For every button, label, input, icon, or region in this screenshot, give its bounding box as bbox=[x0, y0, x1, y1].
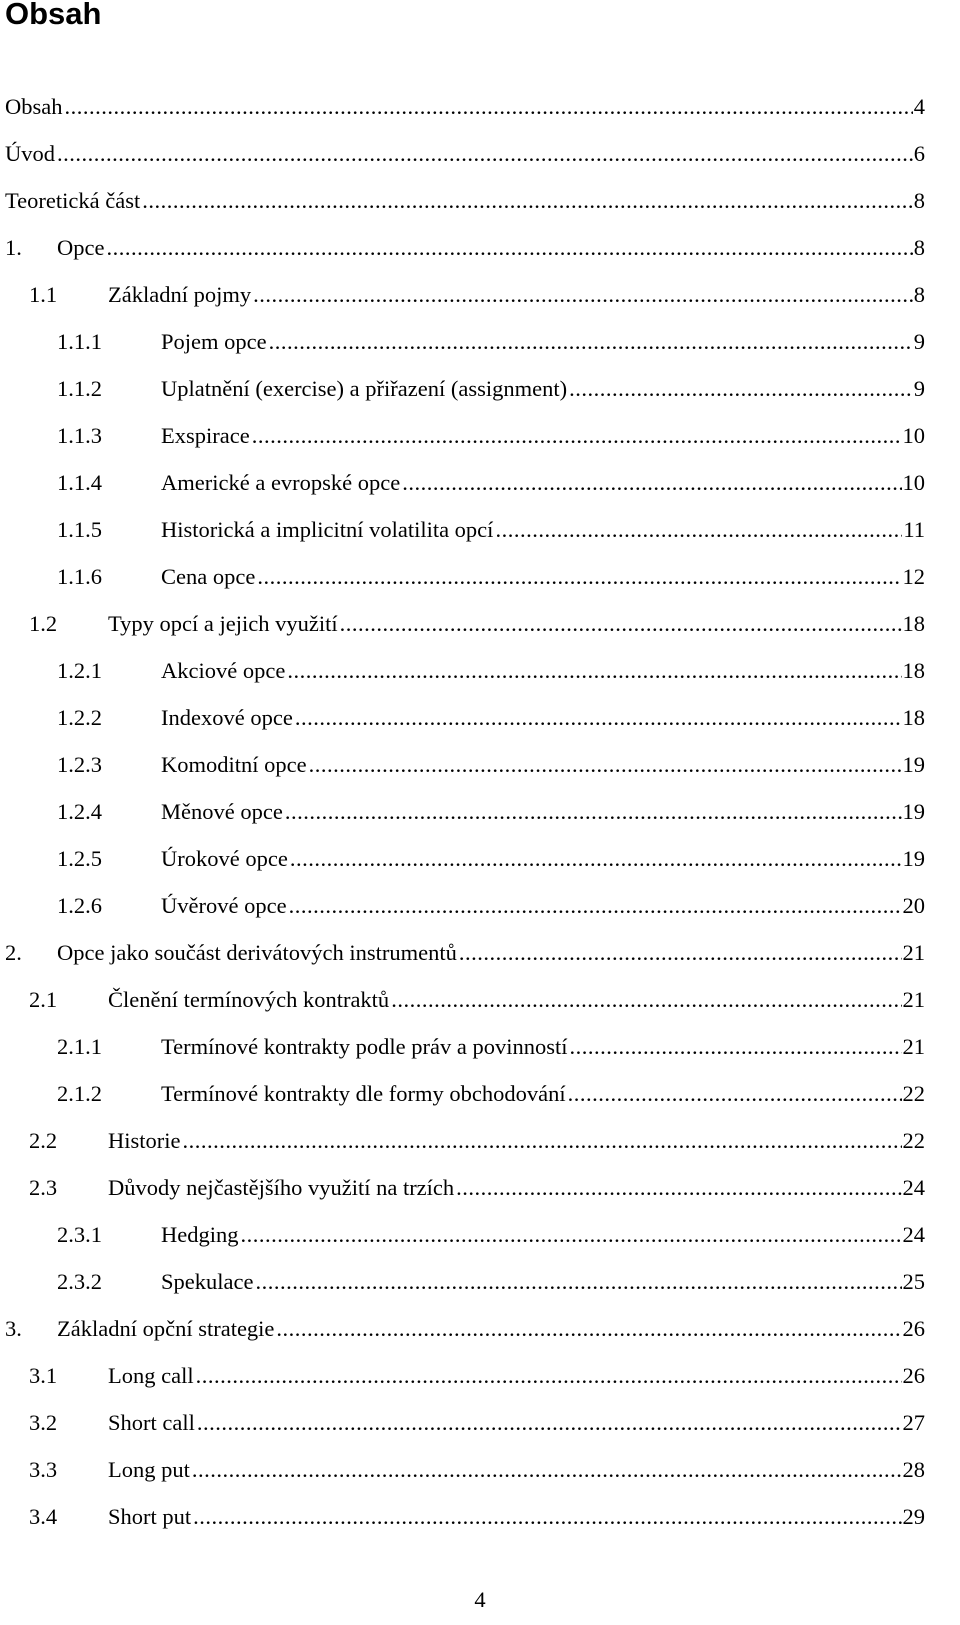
toc-entry[interactable] bbox=[0, 1399, 960, 1446]
toc-entry-page: 18 bbox=[902, 705, 925, 730]
toc-entry-page: 4 bbox=[913, 94, 925, 119]
toc-dot-leader bbox=[287, 647, 901, 694]
toc-entry-title: Opce jako součást derivátových instrumentů bbox=[57, 940, 457, 965]
toc-entry-title: Spekulace bbox=[161, 1269, 254, 1294]
toc-entry-number: 3.1 bbox=[29, 1363, 58, 1388]
toc-entry-title: Historie bbox=[108, 1128, 181, 1153]
toc-entry-number: 1.2.2 bbox=[57, 705, 102, 730]
toc-entry-page: 19 bbox=[902, 846, 925, 871]
toc-dot-leader bbox=[65, 83, 913, 130]
toc-dot-leader bbox=[106, 224, 912, 271]
toc-entry-page: 26 bbox=[902, 1363, 925, 1388]
toc-entry-page: 12 bbox=[902, 564, 925, 589]
toc-entry-line bbox=[161, 741, 925, 788]
toc-entry-title: Long call bbox=[108, 1363, 194, 1388]
toc-entry-title: Exspirace bbox=[161, 423, 250, 448]
toc-entry-number: 1.1.4 bbox=[57, 470, 102, 495]
toc-dot-leader bbox=[495, 506, 902, 553]
toc-entry-line bbox=[5, 130, 925, 177]
toc-entry-number: 2.3 bbox=[29, 1175, 58, 1200]
toc-entry[interactable] bbox=[0, 835, 960, 882]
toc-entry-title: Termínové kontrakty podle práv a povinností bbox=[161, 1034, 568, 1059]
toc-entry-number: 1.1.3 bbox=[57, 423, 102, 448]
toc-dot-leader bbox=[183, 1117, 902, 1164]
toc-entry-page: 21 bbox=[902, 940, 925, 965]
toc-entry-title: Typy opcí a jejich využití bbox=[108, 611, 338, 636]
toc-entry-number: 1.1 bbox=[29, 282, 58, 307]
toc-entry[interactable] bbox=[0, 694, 960, 741]
toc-entry[interactable] bbox=[0, 1493, 960, 1540]
toc-entry-title: Indexové opce bbox=[161, 705, 293, 730]
toc-entry-line bbox=[5, 83, 925, 130]
toc-dot-leader bbox=[269, 318, 913, 365]
toc-entry[interactable] bbox=[0, 1446, 960, 1493]
toc-dot-leader bbox=[456, 1164, 901, 1211]
toc-entry[interactable] bbox=[0, 506, 960, 553]
toc-entry-page: 28 bbox=[902, 1457, 925, 1482]
toc-entry-number: 1.2.4 bbox=[57, 799, 102, 824]
toc-entry-title: Akciové opce bbox=[161, 658, 286, 683]
toc-entry-title: Komoditní opce bbox=[161, 752, 307, 777]
toc-entry[interactable] bbox=[0, 130, 960, 177]
toc-entry-page: 25 bbox=[902, 1269, 925, 1294]
toc-entry-title: Měnové opce bbox=[161, 799, 283, 824]
toc-entry-title: Úvod bbox=[5, 141, 55, 166]
toc-entry-page: 21 bbox=[902, 987, 925, 1012]
toc-dot-leader bbox=[257, 553, 901, 600]
toc-dot-leader bbox=[569, 1023, 901, 1070]
toc-entry-title: Termínové kontrakty dle formy obchodování bbox=[161, 1081, 566, 1106]
toc-entry-page: 29 bbox=[902, 1504, 925, 1529]
toc-entry-page: 10 bbox=[902, 470, 925, 495]
toc-entry-line bbox=[161, 1211, 925, 1258]
toc-entry-line bbox=[161, 1258, 925, 1305]
toc-entry-line bbox=[161, 835, 925, 882]
toc-entry-line bbox=[57, 224, 925, 271]
toc-entry[interactable] bbox=[0, 459, 960, 506]
toc-entry[interactable] bbox=[0, 929, 960, 976]
toc-dot-leader bbox=[276, 1305, 901, 1352]
toc-entry[interactable] bbox=[0, 1164, 960, 1211]
toc-entry-title: Členění termínových kontraktů bbox=[108, 987, 390, 1012]
toc-entry-title: Americké a evropské opce bbox=[161, 470, 401, 495]
toc-entry[interactable] bbox=[0, 647, 960, 694]
toc-dot-leader bbox=[459, 929, 902, 976]
toc-entry-number: 2.3.1 bbox=[57, 1222, 102, 1247]
toc-entry-title: Hedging bbox=[161, 1222, 239, 1247]
toc-entry-line bbox=[108, 1352, 925, 1399]
toc-entry-number: 1.1.1 bbox=[57, 329, 102, 354]
toc-dot-leader bbox=[57, 130, 913, 177]
toc-dot-leader bbox=[193, 1493, 901, 1540]
toc-entry-line bbox=[161, 1070, 925, 1117]
toc-entry-number: 2.1 bbox=[29, 987, 58, 1012]
toc-entry-line bbox=[57, 929, 925, 976]
toc-entry[interactable] bbox=[0, 224, 960, 271]
toc-dot-leader bbox=[142, 177, 913, 224]
toc-entry-number: 2.2 bbox=[29, 1128, 58, 1153]
toc-entry-number: 1.2 bbox=[29, 611, 58, 636]
toc-entry-title: Uplatnění (exercise) a přiřazení (assignment) bbox=[161, 376, 568, 401]
toc-entry-page: 9 bbox=[913, 376, 925, 401]
toc-entry-line bbox=[108, 1164, 925, 1211]
toc-entry[interactable] bbox=[0, 177, 960, 224]
toc-entry[interactable] bbox=[0, 1352, 960, 1399]
toc-entry-title: Cena opce bbox=[161, 564, 256, 589]
toc-entry-number: 3.4 bbox=[29, 1504, 58, 1529]
toc-dot-leader bbox=[402, 459, 901, 506]
toc-entry[interactable] bbox=[0, 83, 960, 130]
toc-entry-number: 1.1.6 bbox=[57, 564, 102, 589]
toc-entry-number: 2.1.2 bbox=[57, 1081, 102, 1106]
toc-entry-page: 22 bbox=[902, 1128, 925, 1153]
toc-entry-number: 2. bbox=[5, 940, 22, 965]
toc-entry[interactable] bbox=[0, 271, 960, 318]
toc-entry-title: Long put bbox=[108, 1457, 190, 1482]
toc-entry-line bbox=[161, 412, 925, 459]
toc-entry-line bbox=[108, 1446, 925, 1493]
toc-entry-number: 3.2 bbox=[29, 1410, 58, 1435]
toc-entry-page: 24 bbox=[902, 1222, 925, 1247]
toc-entry-title: Historická a implicitní volatilita opcí bbox=[161, 517, 494, 542]
toc-entry-title: Teoretická část bbox=[5, 188, 141, 213]
toc-entry-page: 24 bbox=[902, 1175, 925, 1200]
page-heading: Obsah bbox=[5, 0, 102, 31]
toc-dot-leader bbox=[255, 1258, 901, 1305]
toc-entry-number: 1.2.5 bbox=[57, 846, 102, 871]
toc-entry-number: 2.3.2 bbox=[57, 1269, 102, 1294]
toc-entry-line bbox=[161, 882, 925, 929]
toc-entry[interactable] bbox=[0, 788, 960, 835]
toc-entry-number: 2.1.1 bbox=[57, 1034, 102, 1059]
toc-entry-title: Short call bbox=[108, 1410, 195, 1435]
toc-dot-leader bbox=[569, 365, 913, 412]
toc-dot-leader bbox=[295, 694, 902, 741]
toc-entry-line bbox=[161, 1023, 925, 1070]
toc-entry-line bbox=[161, 459, 925, 506]
toc-entry-title: Obsah bbox=[5, 94, 63, 119]
toc-entry-title: Úvěrové opce bbox=[161, 893, 287, 918]
toc-entry-number: 1.2.1 bbox=[57, 658, 102, 683]
toc-entry-page: 18 bbox=[902, 658, 925, 683]
toc-entry-line bbox=[161, 365, 925, 412]
toc-entry-line bbox=[161, 506, 925, 553]
toc-entry-line bbox=[108, 1493, 925, 1540]
toc-dot-leader bbox=[285, 788, 902, 835]
toc-entry-line bbox=[5, 177, 925, 224]
page-number: 4 bbox=[474, 1587, 486, 1612]
toc-entry-page: 21 bbox=[902, 1034, 925, 1059]
toc-entry-number: 3.3 bbox=[29, 1457, 58, 1482]
toc-entry-page: 18 bbox=[902, 611, 925, 636]
toc-entry-line bbox=[108, 1117, 925, 1164]
toc-entry[interactable] bbox=[0, 1023, 960, 1070]
toc-dot-leader bbox=[290, 835, 902, 882]
toc-entry-line bbox=[108, 1399, 925, 1446]
toc-entry-line bbox=[161, 694, 925, 741]
toc-entry-page: 8 bbox=[913, 188, 925, 213]
toc-entry[interactable] bbox=[0, 1305, 960, 1352]
toc-entry-number: 1.1.5 bbox=[57, 517, 102, 542]
toc-dot-leader bbox=[252, 412, 902, 459]
toc-entry-page: 26 bbox=[902, 1316, 925, 1341]
toc-entry[interactable] bbox=[0, 365, 960, 412]
toc-dot-leader bbox=[241, 1211, 902, 1258]
toc-entry-page: 20 bbox=[902, 893, 925, 918]
toc-entry[interactable] bbox=[0, 318, 960, 365]
toc-entry-line bbox=[108, 976, 925, 1023]
toc-entry-page: 8 bbox=[913, 235, 925, 260]
toc-dot-leader bbox=[197, 1399, 902, 1446]
toc-dot-leader bbox=[289, 882, 902, 929]
toc-dot-leader bbox=[309, 741, 902, 788]
toc-entry[interactable] bbox=[0, 412, 960, 459]
toc-entry-page: 27 bbox=[902, 1410, 925, 1435]
toc-entry-line bbox=[108, 600, 925, 647]
toc-entry-line bbox=[161, 647, 925, 694]
toc-entry-title: Základní opční strategie bbox=[57, 1316, 275, 1341]
toc-entry-line bbox=[161, 553, 925, 600]
toc-entry-page: 6 bbox=[913, 141, 925, 166]
toc-dot-leader bbox=[391, 976, 901, 1023]
toc-entry-page: 22 bbox=[902, 1081, 925, 1106]
toc-entry-line bbox=[161, 788, 925, 835]
toc-entry-title: Pojem opce bbox=[161, 329, 267, 354]
toc-entry[interactable] bbox=[0, 882, 960, 929]
toc-dot-leader bbox=[568, 1070, 902, 1117]
toc-entry-page: 19 bbox=[902, 752, 925, 777]
table-of-contents bbox=[0, 83, 960, 1540]
toc-entry-line bbox=[57, 1305, 925, 1352]
toc-entry-title: Opce bbox=[57, 235, 105, 260]
toc-entry-page: 10 bbox=[902, 423, 925, 448]
toc-entry-number: 1.1.2 bbox=[57, 376, 102, 401]
toc-entry[interactable] bbox=[0, 1258, 960, 1305]
toc-entry-number: 3. bbox=[5, 1316, 22, 1341]
toc-entry[interactable] bbox=[0, 553, 960, 600]
toc-entry[interactable] bbox=[0, 741, 960, 788]
toc-dot-leader bbox=[340, 600, 902, 647]
toc-entry[interactable] bbox=[0, 600, 960, 647]
toc-entry-title: Úrokové opce bbox=[161, 846, 288, 871]
toc-entry[interactable] bbox=[0, 1117, 960, 1164]
toc-entry-title: Základní pojmy bbox=[108, 282, 252, 307]
toc-entry-page: 9 bbox=[913, 329, 925, 354]
toc-entry-page: 11 bbox=[903, 517, 925, 542]
toc-entry-title: Důvody nejčastějšího využití na trzích bbox=[108, 1175, 455, 1200]
toc-entry[interactable] bbox=[0, 976, 960, 1023]
toc-dot-leader bbox=[192, 1446, 902, 1493]
toc-entry-page: 8 bbox=[913, 282, 925, 307]
toc-entry-line bbox=[108, 271, 925, 318]
toc-entry[interactable] bbox=[0, 1070, 960, 1117]
toc-dot-leader bbox=[196, 1352, 902, 1399]
toc-entry-line bbox=[161, 318, 925, 365]
toc-entry-title: Short put bbox=[108, 1504, 192, 1529]
toc-entry-page: 19 bbox=[902, 799, 925, 824]
toc-entry-number: 1.2.6 bbox=[57, 893, 102, 918]
toc-entry[interactable] bbox=[0, 1211, 960, 1258]
toc-entry-number: 1. bbox=[5, 235, 22, 260]
toc-entry-number: 1.2.3 bbox=[57, 752, 102, 777]
toc-dot-leader bbox=[253, 271, 913, 318]
